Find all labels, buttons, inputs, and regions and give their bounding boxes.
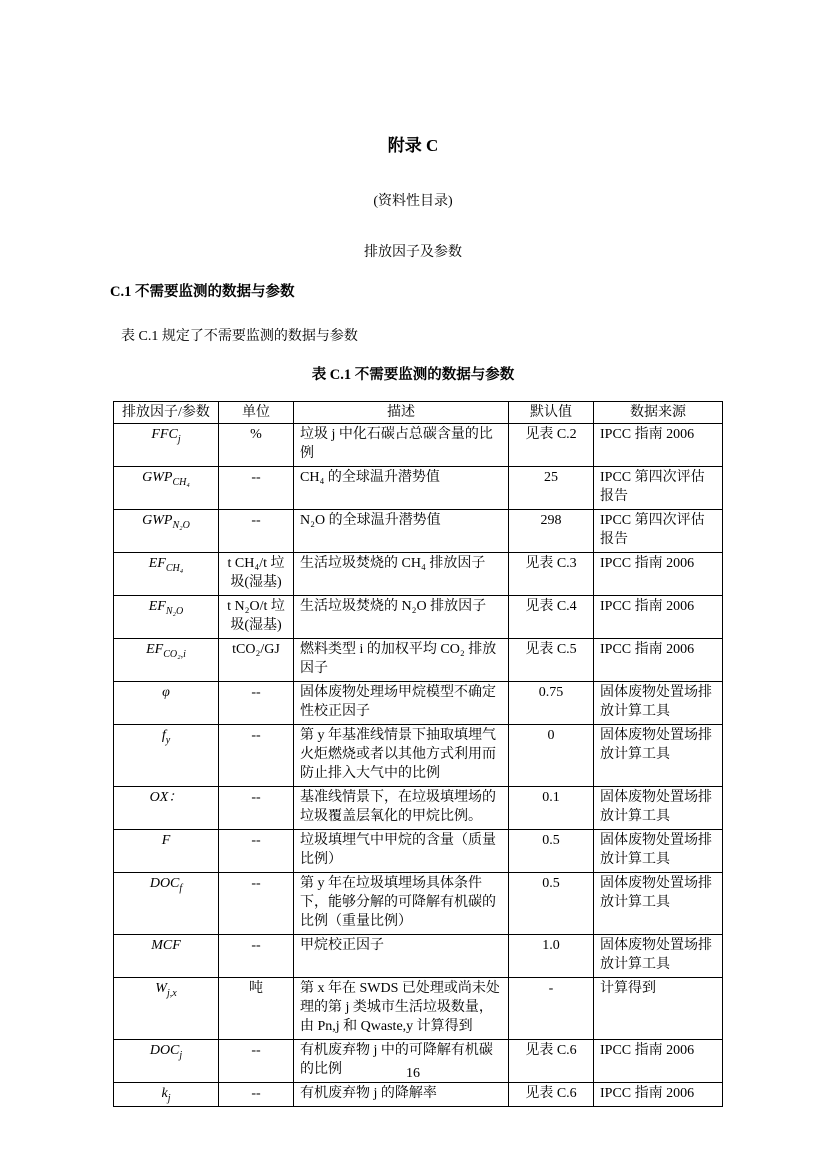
parameter-symbol-cell <box>114 935 219 978</box>
description-cell: 有机废弃物 j 中的可降解有机碳的比例 <box>294 1040 509 1083</box>
default-value-cell: 见表 C.6 <box>509 1040 594 1083</box>
unit-cell: -- <box>219 510 294 553</box>
parameter-symbol-cell <box>114 424 219 467</box>
parameter-symbol: EF <box>148 556 166 571</box>
parameter-subscript: j <box>177 433 181 445</box>
table-caption: 表 C.1 不需要监测的数据与参数 <box>311 367 515 383</box>
description-cell: 垃圾填埋气中甲烷的含量（质量比例） <box>294 830 509 873</box>
unit-cell: 吨 <box>219 978 294 1040</box>
table-row <box>114 639 723 682</box>
column-header-parameter: 排放因子/参数 <box>114 402 219 424</box>
unit-cell: -- <box>219 830 294 873</box>
default-value-cell: 0.75 <box>509 682 594 725</box>
data-source-cell: 固体废物处置场排放计算工具 <box>594 935 723 978</box>
table-row <box>114 682 723 725</box>
parameter-symbol: MCF <box>151 938 181 953</box>
parameter-subscript: N₂O <box>165 605 184 617</box>
parameter-symbol: k <box>161 1086 168 1101</box>
parameter-symbol-cell <box>114 639 219 682</box>
default-value-cell: 见表 C.2 <box>509 424 594 467</box>
unit-cell: -- <box>219 1040 294 1083</box>
table-row <box>114 424 723 467</box>
table-body <box>114 424 723 1107</box>
parameter-symbol-cell <box>114 596 219 639</box>
parameter-subscript: CH₄ <box>172 476 190 488</box>
parameters-table <box>113 401 723 1107</box>
data-source-cell: IPCC 指南 2006 <box>594 1040 723 1083</box>
parameter-symbol-cell <box>114 978 219 1040</box>
table-row <box>114 830 723 873</box>
description-cell: 燃料类型 i 的加权平均 CO₂ 排放因子 <box>294 639 509 682</box>
data-source-cell: 固体废物处置场排放计算工具 <box>594 873 723 935</box>
unit-cell: -- <box>219 935 294 978</box>
column-header-description: 描述 <box>294 402 509 424</box>
data-source-cell: IPCC 指南 2006 <box>594 639 723 682</box>
parameter-subscript: j <box>179 1049 183 1061</box>
parameter-symbol-cell <box>114 873 219 935</box>
unit-cell: -- <box>219 682 294 725</box>
parameter-symbol: FFC <box>151 427 178 442</box>
data-source-cell: 固体废物处置场排放计算工具 <box>594 830 723 873</box>
parameter-symbol-cell <box>114 1083 219 1107</box>
table-row <box>114 1083 723 1107</box>
column-header-default-value: 默认值 <box>509 402 594 424</box>
default-value-cell: 0.5 <box>509 873 594 935</box>
parameter-symbol-cell <box>114 553 219 596</box>
appendix-section-title: 排放因子及参数 <box>364 245 462 260</box>
parameter-symbol-cell <box>114 830 219 873</box>
parameter-subscript: j,x <box>166 987 177 999</box>
unit-cell: -- <box>219 873 294 935</box>
data-source-cell: 固体废物处置场排放计算工具 <box>594 787 723 830</box>
default-value-cell: 见表 C.4 <box>509 596 594 639</box>
unit-cell: t CH₄/t 垃圾(湿基) <box>219 553 294 596</box>
unit-cell: -- <box>219 787 294 830</box>
intro-text: 表 C.1 规定了不需要监测的数据与参数 <box>121 329 358 344</box>
description-cell: 基准线情景下，在垃圾填埋场的垃圾覆盖层氧化的甲烷比例。 <box>294 787 509 830</box>
parameter-symbol-cell <box>114 725 219 787</box>
unit-cell: % <box>219 424 294 467</box>
parameter-symbol-cell <box>114 467 219 510</box>
parameter-symbol: F <box>161 833 171 848</box>
default-value-cell: 0 <box>509 725 594 787</box>
default-value-cell: 0.1 <box>509 787 594 830</box>
table-row <box>114 725 723 787</box>
table-row <box>114 467 723 510</box>
data-source-cell: IPCC 指南 2006 <box>594 596 723 639</box>
default-value-cell: 0.5 <box>509 830 594 873</box>
default-value-cell: 见表 C.5 <box>509 639 594 682</box>
default-value-cell: 25 <box>509 467 594 510</box>
parameter-subscript: f <box>179 882 183 894</box>
data-source-cell: IPCC 指南 2006 <box>594 553 723 596</box>
data-source-cell: 计算得到 <box>594 978 723 1040</box>
default-value-cell: 见表 C.6 <box>509 1083 594 1107</box>
parameter-symbol: φ <box>162 685 170 700</box>
parameter-symbol: W <box>155 981 167 996</box>
column-header-data-source: 数据来源 <box>594 402 723 424</box>
unit-cell: -- <box>219 725 294 787</box>
description-cell: 生活垃圾焚烧的 CH₄ 排放因子 <box>294 553 509 596</box>
unit-cell: t N₂O/t 垃圾(湿基) <box>219 596 294 639</box>
appendix-subtitle: (资料性目录) <box>373 194 453 209</box>
description-cell: 固体废物处理场甲烷模型不确定性校正因子 <box>294 682 509 725</box>
data-source-cell: 固体废物处置场排放计算工具 <box>594 725 723 787</box>
parameter-symbol: GWP <box>142 513 173 528</box>
page-number: 16 <box>406 1066 420 1081</box>
table-row <box>114 553 723 596</box>
description-cell: 垃圾 j 中化石碳占总碳含量的比例 <box>294 424 509 467</box>
parameter-symbol: DOC <box>149 1043 180 1058</box>
data-source-cell: 固体废物处置场排放计算工具 <box>594 682 723 725</box>
parameter-symbol: EF <box>146 642 164 657</box>
data-source-cell: IPCC 第四次评估报告 <box>594 467 723 510</box>
default-value-cell: 298 <box>509 510 594 553</box>
table-row <box>114 873 723 935</box>
table-row <box>114 978 723 1040</box>
parameter-symbol: f <box>161 728 166 743</box>
default-value-cell: 见表 C.3 <box>509 553 594 596</box>
column-header-unit: 单位 <box>219 402 294 424</box>
description-cell: 甲烷校正因子 <box>294 935 509 978</box>
parameter-symbol: EF <box>148 599 166 614</box>
parameter-symbol-cell <box>114 682 219 725</box>
parameter-symbol-cell <box>114 787 219 830</box>
table-row <box>114 596 723 639</box>
unit-cell: -- <box>219 1083 294 1107</box>
description-cell: 生活垃圾焚烧的 N₂O 排放因子 <box>294 596 509 639</box>
data-source-cell: IPCC 指南 2006 <box>594 1083 723 1107</box>
parameter-symbol: OX： <box>149 790 183 805</box>
table-row <box>114 787 723 830</box>
parameter-symbol-cell <box>114 510 219 553</box>
description-cell: 第 y 年基准线情景下抽取填埋气火炬燃烧或者以其他方式利用而防止排入大气中的比例 <box>294 725 509 787</box>
unit-cell: -- <box>219 467 294 510</box>
parameter-subscript: CO₂,i <box>163 648 186 660</box>
table-row <box>114 510 723 553</box>
table-row <box>114 935 723 978</box>
parameter-subscript: y <box>165 734 171 746</box>
default-value-cell: - <box>509 978 594 1040</box>
parameter-symbol: DOC <box>149 876 180 891</box>
description-cell: CH₄ 的全球温升潜势值 <box>294 467 509 510</box>
section-heading-c1: C.1 不需要监测的数据与参数 <box>110 284 295 300</box>
default-value-cell: 1.0 <box>509 935 594 978</box>
description-cell: N₂O 的全球温升潜势值 <box>294 510 509 553</box>
description-cell: 第 x 年在 SWDS 已处理或尚未处理的第 j 类城市生活垃圾数量，由 Pn,j 和 Qwaste,y 计算得到 <box>294 978 509 1040</box>
parameter-subscript: j <box>167 1092 171 1104</box>
parameter-subscript: CH₄ <box>165 562 184 574</box>
data-source-cell: IPCC 第四次评估报告 <box>594 510 723 553</box>
description-cell: 第 y 年在垃圾填埋场具体条件下，能够分解的可降解有机碳的比例（重量比例） <box>294 873 509 935</box>
data-source-cell: IPCC 指南 2006 <box>594 424 723 467</box>
parameter-subscript: N₂O <box>172 519 190 531</box>
table-header-row <box>114 402 723 424</box>
unit-cell: tCO₂/GJ <box>219 639 294 682</box>
parameter-symbol: GWP <box>142 470 173 485</box>
description-cell: 有机废弃物 j 的降解率 <box>294 1083 509 1107</box>
appendix-title: 附录 C <box>387 136 439 155</box>
